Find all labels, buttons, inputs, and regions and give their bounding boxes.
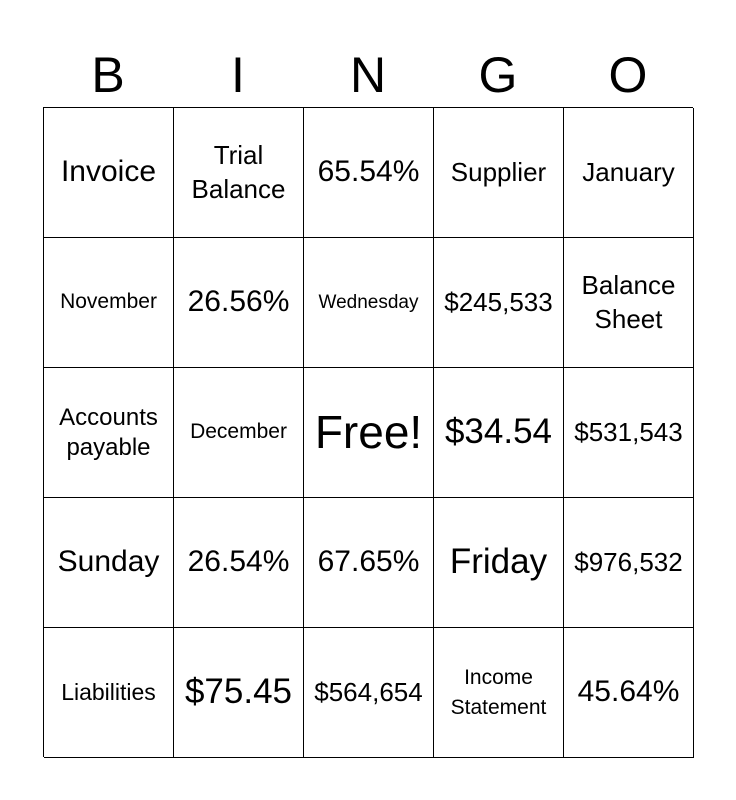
bingo-card-grid (43, 107, 693, 757)
bingo-cell[interactable]: Wednesday (304, 238, 434, 368)
header-letter-n: N (349, 47, 387, 103)
bingo-cell[interactable]: Friday (434, 498, 564, 628)
bingo-cell[interactable]: Trial Balance (174, 108, 304, 238)
bingo-cell[interactable]: Balance Sheet (564, 238, 694, 368)
bingo-cell[interactable]: 65.54% (304, 108, 434, 238)
bingo-cell[interactable]: Income Statement (434, 628, 564, 758)
bingo-cell[interactable]: $531,543 (564, 368, 694, 498)
bingo-header (43, 44, 693, 106)
bingo-cell[interactable]: Invoice (44, 108, 174, 238)
bingo-cell[interactable]: November (44, 238, 174, 368)
header-letter-i: I (231, 47, 245, 103)
bingo-cell[interactable]: 26.56% (174, 238, 304, 368)
bingo-cell[interactable]: $976,532 (564, 498, 694, 628)
bingo-cell[interactable]: $75.45 (174, 628, 304, 758)
bingo-cell[interactable]: $245,533 (434, 238, 564, 368)
bingo-cell[interactable]: $564,654 (304, 628, 434, 758)
header-letter-o: O (608, 47, 648, 103)
bingo-cell[interactable]: Sunday (44, 498, 174, 628)
bingo-cell[interactable]: December (174, 368, 304, 498)
bingo-cell[interactable]: 67.65% (304, 498, 434, 628)
bingo-cell[interactable]: 26.54% (174, 498, 304, 628)
bingo-cell[interactable]: Supplier (434, 108, 564, 238)
header-letter-g: G (478, 47, 518, 103)
bingo-cell[interactable]: Liabilities (44, 628, 174, 758)
bingo-cell[interactable]: Accounts payable (44, 368, 174, 498)
bingo-cell-free[interactable]: Free! (304, 368, 434, 498)
header-letter-b: B (91, 47, 125, 103)
bingo-cell[interactable]: $34.54 (434, 368, 564, 498)
bingo-cell[interactable]: January (564, 108, 694, 238)
bingo-cell[interactable]: 45.64% (564, 628, 694, 758)
